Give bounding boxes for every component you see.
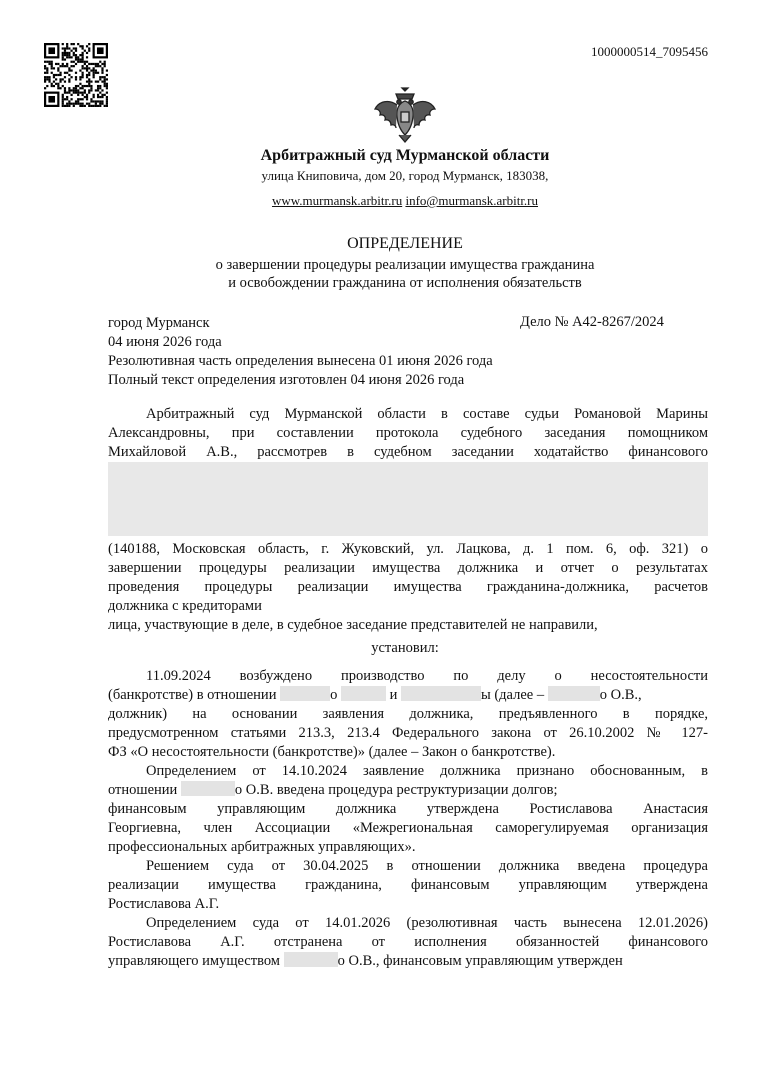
text-segment: (банкротстве) в отношении xyxy=(108,687,277,703)
paragraph-line: Ростиславова А.Г. xyxy=(108,896,220,912)
email-link[interactable]: info@murmansk.arbitr.ru xyxy=(405,193,539,208)
redacted-block xyxy=(108,462,708,536)
paragraph-line: Георгиевна, член Ассоциации «Межрегиональная саморегулируемая организация xyxy=(108,820,708,836)
text-segment: управляющего имуществом xyxy=(108,953,280,969)
paragraph-line: Определением от 14.10.2024 заявление должника признано обоснованным, в xyxy=(146,763,708,779)
paragraph-line: Определением суда от 14.01.2026 (резолютивная часть вынесена 12.01.2026) xyxy=(146,915,708,931)
paragraph-line: реализации имущества гражданина, финансовым управляющим утверждена xyxy=(108,877,708,893)
address-line: завершении процедуры реализации имущества должника и отчет о результатах xyxy=(108,560,708,576)
paragraph-line: должник) на основании заявления должника, предъявленного в порядке, xyxy=(108,706,708,722)
text-segment: о О.В., финансовым управляющим утвержден xyxy=(337,953,623,969)
document-id: 1000000514_7095456 xyxy=(591,44,708,59)
redacted-name xyxy=(284,952,338,967)
redacted-name xyxy=(401,686,481,701)
paragraph-line: Ростиславова А.Г. отстранена от исполнения обязанностей финансового xyxy=(108,934,708,950)
resolution-date-line: Резолютивная часть определения вынесена 01 июня 2026 года xyxy=(108,353,493,369)
full-text-date-line: Полный текст определения изготовлен 04 июня 2026 года xyxy=(108,372,465,388)
redacted-name xyxy=(341,686,386,701)
intro-line: Михайловой А.В., рассмотрев в судебном заседании ходатайство финансового xyxy=(108,444,708,460)
paragraph-line: 11.09.2024 возбуждено производство по делу о несостоятельности xyxy=(146,668,708,684)
address-line: (140188, Московская область, г. Жуковский, ул. Лацкова, д. 1 пом. 6, оф. 321) о xyxy=(108,541,708,557)
document-subtitle-line-1: о завершении процедуры реализации имущества гражданина xyxy=(215,257,595,273)
russian-coat-of-arms-icon xyxy=(372,85,438,145)
redacted-name xyxy=(280,686,330,701)
paragraph-line: финансовым управляющим должника утверждена Ростиславова Анастасия xyxy=(108,801,708,817)
case-number: Дело № А42-8267/2024 xyxy=(520,314,664,330)
redacted-name xyxy=(548,686,600,701)
established-heading: установил: xyxy=(371,640,439,656)
document-title: ОПРЕДЕЛЕНИЕ xyxy=(347,235,463,252)
intro-line: Арбитражный суд Мурманской области в составе судьи Романовой Марины xyxy=(146,406,708,422)
text-segment: и xyxy=(389,687,398,703)
paragraph-line: профессиональных арбитражных управляющих». xyxy=(108,839,416,855)
address-line: должника с кредиторами xyxy=(108,598,262,614)
redacted-name xyxy=(181,781,235,796)
parties-line: лица, участвующие в деле, в судебное заседание представителей не направили, xyxy=(108,617,598,633)
court-address: улица Книповича, дом 20, город Мурманск, 183038, xyxy=(261,168,549,183)
paragraph-line: предусмотренном статьями 213.3, 213.4 Федерального закона от 26.10.2002 № 127- xyxy=(108,725,708,741)
document-subtitle-line-2: и освобождении гражданина от исполнения обязательств xyxy=(228,275,582,291)
court-name: Арбитражный суд Мурманской области xyxy=(260,147,550,164)
text-segment: о О.В. введена процедура реструктуризации долгов; xyxy=(234,782,558,798)
paragraph-line xyxy=(108,686,708,705)
city: город Мурманск xyxy=(108,315,210,331)
text-segment: ы (далее – xyxy=(480,687,545,703)
paragraph-line xyxy=(108,952,708,971)
address-line: проведения процедуры реализации имущества гражданина-должника, расчетов xyxy=(108,579,708,595)
text-segment: о О.В., xyxy=(599,687,642,703)
paragraph-line: Решением суда от 30.04.2025 в отношении должника введена процедура xyxy=(146,858,708,874)
text-segment: о xyxy=(330,687,338,703)
document-date: 04 июня 2026 года xyxy=(108,334,222,350)
intro-line: Александровны, при составлении протокола судебного заседания помощником xyxy=(108,425,708,441)
website-link[interactable]: www.murmansk.arbitr.ru xyxy=(271,193,403,208)
paragraph-line: ФЗ «О несостоятельности (банкротстве)» (далее – Закон о банкротстве). xyxy=(108,744,556,760)
qr-code-icon xyxy=(44,43,108,107)
paragraph-line xyxy=(108,781,708,800)
court-links xyxy=(0,193,760,209)
text-segment: отношении xyxy=(108,782,178,798)
